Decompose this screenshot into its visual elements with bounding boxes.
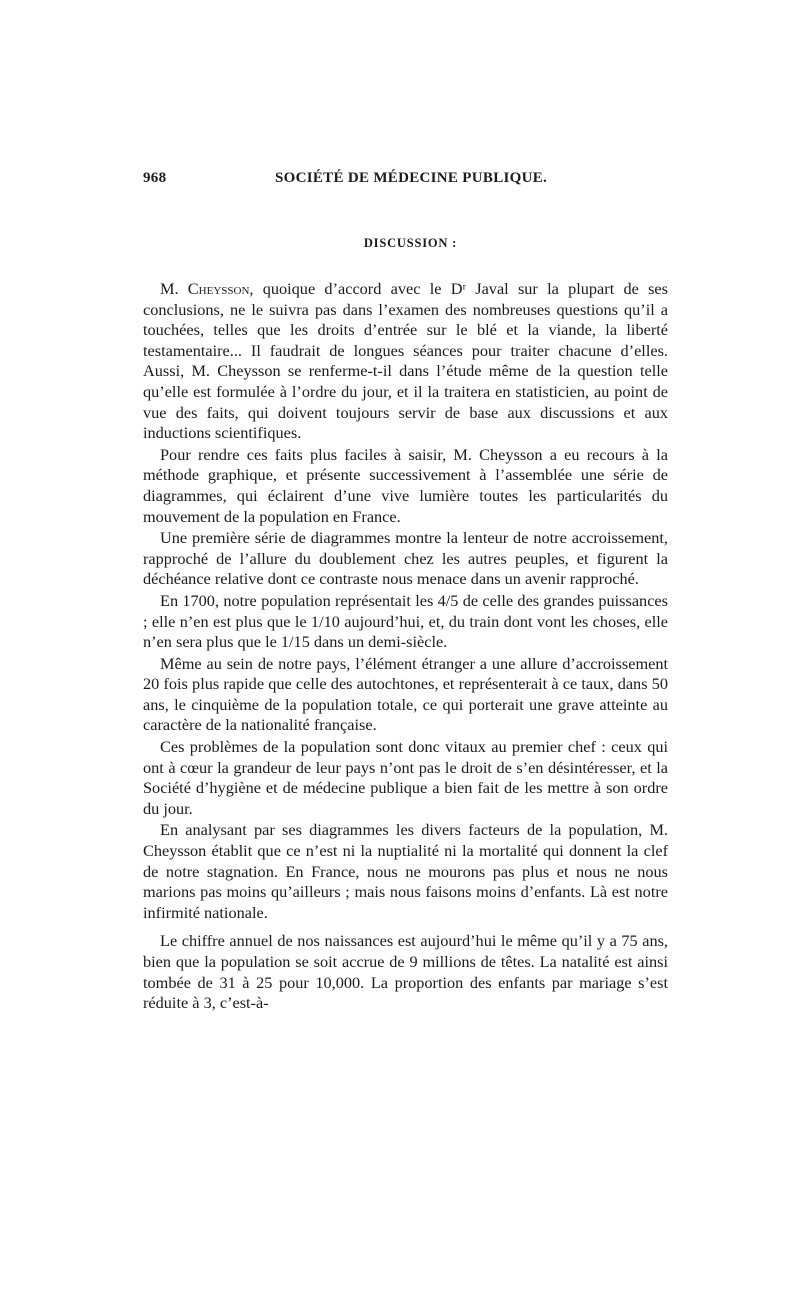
speaker-name: M. Cheysson, bbox=[160, 279, 254, 298]
paragraph-1 bbox=[143, 279, 668, 444]
paragraph-8: Le chiffre annuel de nos naissances est aujourd’hui le même qu’il y a 75 ans, bien que la population se soit accrue de 9 millions de têtes. La natalité est ainsi tombée de 31 à 25 pour 10,000. La proportion des enfants par mariage s’est réduite à 3, c’est-à- bbox=[143, 931, 668, 1013]
paragraph-4: En 1700, notre population représentait les 4/5 de celle des grandes puissances ; elle n’en est plus que le 1/10 aujourd’hui, et, du train dont vont les choses, elle n’en sera plus que le 1/15 dans un demi-siècle. bbox=[143, 590, 668, 652]
paragraph-text: quoique d’accord avec le Dʳ Javal sur la plupart de ses conclusions, ne le suivra pas dans l’examen des nombreuses questions qu’il a touchées, telles que les droits d’entrée sur le blé et la viande, la liberté testamentaire... Il faudrait de longues séances pour traiter chacune d’elles. Aussi, M. Cheysson se renferme-t-il dans l’étude même de la question telle qu’elle est formulée à l’ordre du jour, et il la traitera en statisticien, au point de vue des faits, qui doivent toujours servir de base aux discussions et aux inductions scientifiques. bbox=[143, 279, 668, 443]
paragraph-6: Ces problèmes de la population sont donc vitaux au premier chef : ceux qui ont à cœur la grandeur de leur pays n’ont pas le droit de s’en désintéresser, et la Société d’hygiène et de médecine publique a bien fait de les mettre à son ordre du jour. bbox=[143, 737, 668, 818]
running-head bbox=[143, 170, 668, 194]
journal-title: SOCIÉTÉ DE MÉDECINE PUBLIQUE. bbox=[275, 170, 548, 186]
body-text bbox=[143, 279, 668, 1014]
book-page bbox=[143, 170, 668, 1015]
paragraph-5: Même au sein de notre pays, l’élément étranger a une allure d’accroissement 20 fois plus rapide que celle des autochtones, et représenterait à ce taux, dans 50 ans, le cinquième de la population totale, ce qui porterait une grave atteinte au caractère de la nationalité française. bbox=[143, 653, 668, 735]
page-number: 968 bbox=[143, 170, 167, 186]
paragraph-7: En analysant par ses diagrammes les divers facteurs de la population, M. Cheysson établit que ce n’est ni la nuptialité ni la mortalité qui donnent la clef de notre stagnation. En France, nous ne mourons pas plus et nous ne nous marions pas moins qu’ailleurs ; mais nous faisons moins d’enfants. Là est notre infirmité nationale. bbox=[143, 820, 668, 922]
paragraph-3: Une première série de diagrammes montre la lenteur de notre accroissement, rapproché de l’allure du doublement chez les autres peuples, et figurent la déchéance relative dont ce contraste nous menace dans un avenir rapproché. bbox=[143, 528, 668, 589]
paragraph-2: Pour rendre ces faits plus faciles à saisir, M. Cheysson a eu recours à la méthode graphique, et présente successivement à l’assemblée une série de diagrammes, qui éclairent d’une vive lumière toutes les particularités du mouvement de la population en France. bbox=[143, 444, 668, 526]
section-heading: DISCUSSION : bbox=[363, 236, 458, 250]
